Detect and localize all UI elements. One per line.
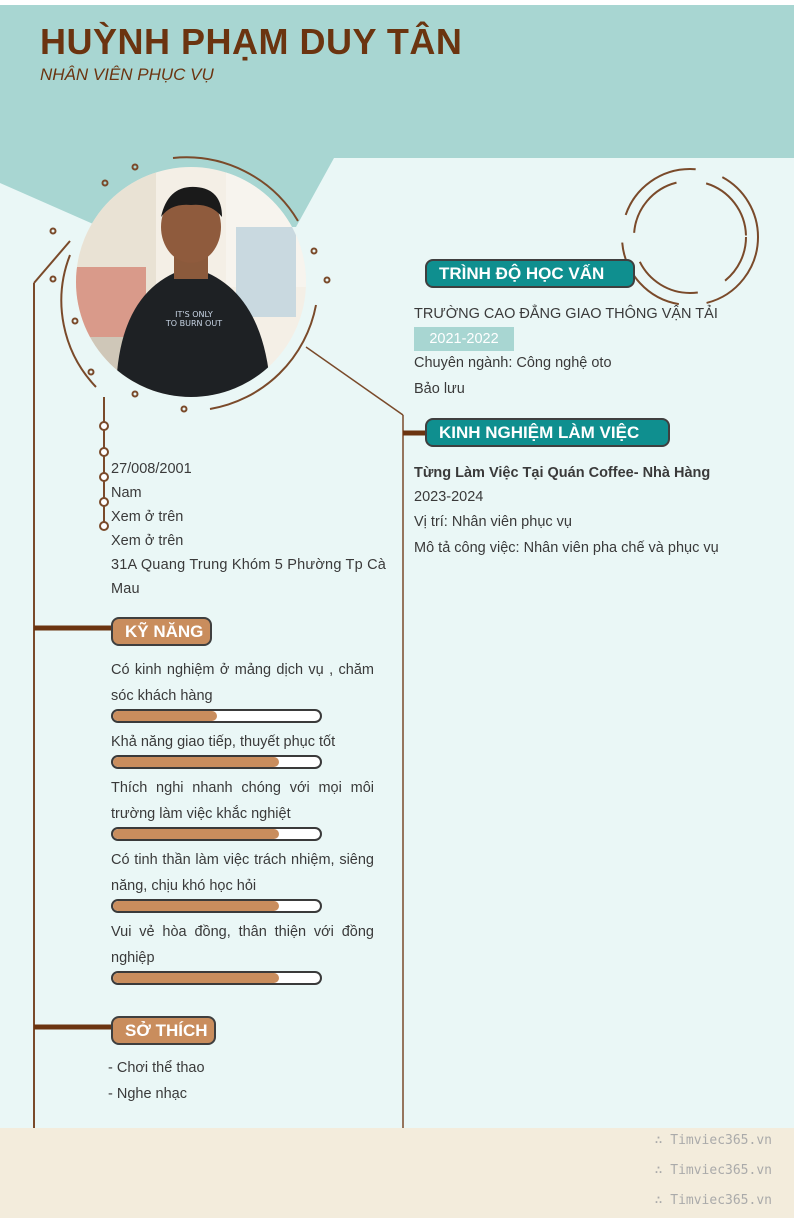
- skill-bar-fill: [113, 757, 279, 767]
- svg-text:TO BURN OUT: TO BURN OUT: [165, 319, 223, 328]
- education-major: Chuyên ngành: Công nghệ oto: [414, 355, 612, 371]
- address: 31A Quang Trung Khóm 5 Phường Tp Cà Mau: [111, 557, 387, 597]
- skill-bar: [111, 899, 322, 913]
- education-years: 2021-2022: [414, 327, 514, 351]
- hobby-item: - Nghe nhạc: [108, 1086, 187, 1102]
- watermark: ∴ Timviec365.vn: [654, 1193, 772, 1208]
- skill-bar: [111, 755, 322, 769]
- skill-label: Khả năng giao tiếp, thuyết phục tốt: [111, 734, 336, 750]
- skill-bar: [111, 709, 322, 723]
- education-heading: TRÌNH ĐỘ HỌC VẤN: [425, 259, 635, 288]
- skill-bar-fill: [113, 901, 279, 911]
- skill-bar-fill: [113, 829, 279, 839]
- education-status: Bảo lưu: [414, 381, 465, 397]
- experience-years: 2023-2024: [414, 489, 484, 505]
- skill-label: Thích nghi nhanh chóng với mọi môi trường làm việc khắc nghiệt: [111, 780, 374, 822]
- watermark: ∴ Timviec365.vn: [654, 1163, 772, 1178]
- skill-bar-fill: [113, 973, 279, 983]
- skill-label: Vui vẻ hòa đồng, thân thiện với đồng nghiệp: [111, 924, 374, 966]
- decorative-circles: [622, 169, 758, 305]
- cv-page: [0, 5, 794, 1218]
- birthdate: 27/008/2001: [111, 461, 192, 477]
- skill-bar: [111, 827, 322, 841]
- avatar-illustration: [76, 167, 306, 397]
- footer: [0, 1128, 794, 1218]
- skill-label: Có tinh thần làm việc trách nhiệm, siêng năng, chịu khó học hỏi: [111, 852, 374, 894]
- school-name: TRƯỜNG CAO ĐẲNG GIAO THÔNG VẬN TẢI: [414, 306, 718, 322]
- skill-bar-fill: [113, 711, 217, 721]
- job-title: NHÂN VIÊN PHỤC VỤ: [40, 65, 214, 84]
- candidate-name: HUỲNH PHẠM DUY TÂN: [40, 21, 463, 62]
- hobbies-heading: SỞ THÍCH: [111, 1016, 216, 1045]
- skill-label: Có kinh nghiệm ở mảng dịch vụ , chăm sóc khách hàng: [111, 662, 374, 704]
- svg-text:IT'S ONLY: IT'S ONLY: [175, 310, 213, 319]
- phone: Xem ở trên: [111, 509, 184, 525]
- gender: Nam: [111, 485, 142, 501]
- experience-position: Vị trí: Nhân viên phục vụ: [414, 514, 572, 530]
- experience-company: Từng Làm Việc Tại Quán Coffee- Nhà Hàng: [414, 465, 711, 481]
- email: Xem ở trên: [111, 533, 184, 549]
- experience-description: Mô tả công việc: Nhân viên pha chế và phục vụ: [414, 540, 719, 556]
- profile-photo: [76, 167, 306, 397]
- hobby-item: - Chơi thể thao: [108, 1060, 205, 1076]
- skill-bar: [111, 971, 322, 985]
- skills-heading: KỸ NĂNG: [111, 617, 212, 646]
- experience-heading: KINH NGHIỆM LÀM VIỆC: [425, 418, 670, 447]
- watermark: ∴ Timviec365.vn: [654, 1133, 772, 1148]
